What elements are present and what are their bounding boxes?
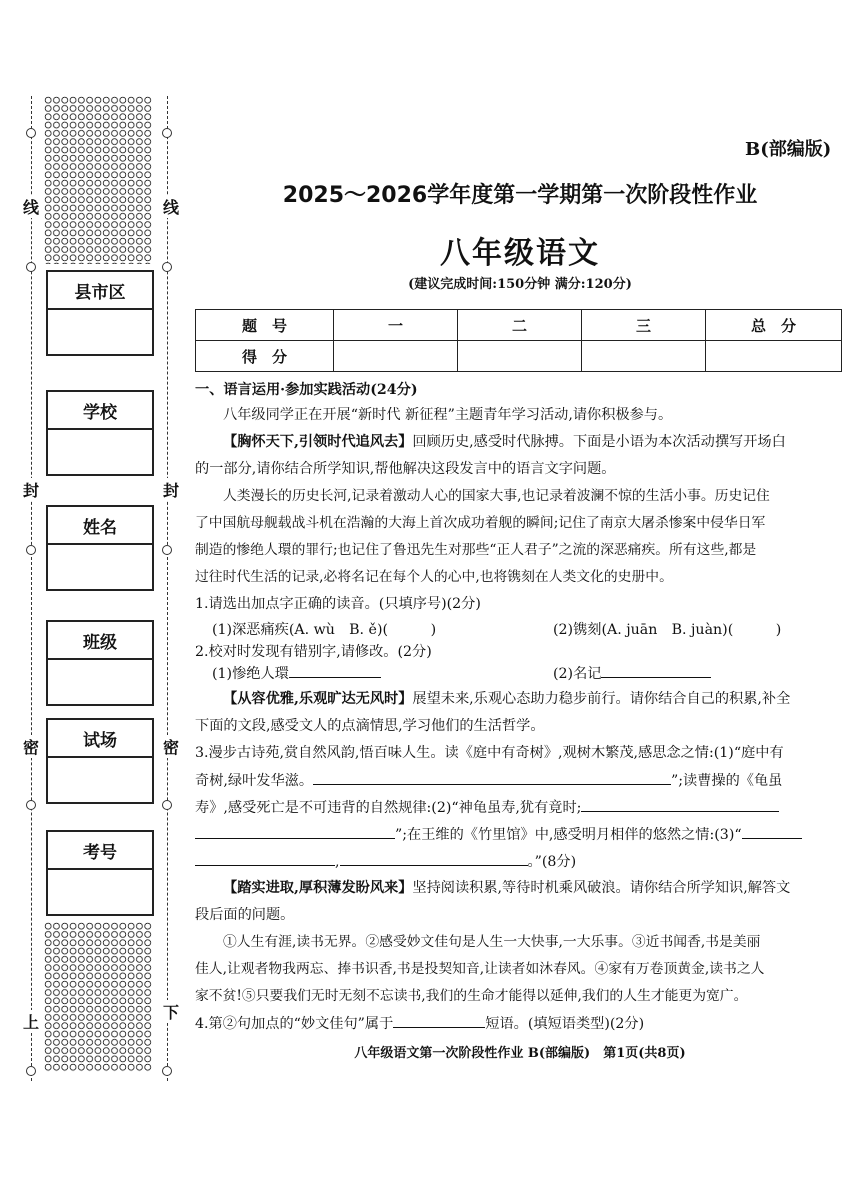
passage1-line: 制造的惨绝人環的罪行;也记住了鲁迅先生对那些“正人君子”之流的深恶痛疾。所有这些,都是	[195, 542, 757, 558]
question-2-part-1-text: (1)惨绝人環	[212, 666, 289, 682]
part1-line-1	[223, 432, 786, 452]
intro-text: 八年级同学正在开展“新时代 新征程”主题青年学习活动,请你积极参与。	[223, 407, 673, 423]
seal-char-right-1: 线	[160, 195, 182, 218]
seal-char-left-4: 上	[20, 1010, 42, 1033]
answer-blank[interactable]	[601, 663, 711, 678]
question-4-text: 短语。(填短语类型)(2分)	[485, 1016, 645, 1032]
school-field[interactable]	[48, 430, 152, 474]
question-2-part-1	[212, 663, 381, 684]
score-header-cell: 总 分	[706, 310, 842, 341]
score-cell[interactable]	[334, 341, 458, 372]
binding-line	[167, 96, 168, 1081]
seal-char-left-1: 线	[20, 195, 42, 218]
passage2-line: ①人生有涯,读书无界。②感受妙文佳句是人生一大快事,一大乐事。③近书闻香,书是美丽	[223, 934, 761, 950]
answer-blank[interactable]	[340, 851, 528, 866]
question-4	[195, 1013, 644, 1034]
seal-char-right-3: 密	[160, 735, 182, 758]
subject-title: 八年级语文	[440, 236, 600, 271]
time-note: (建议完成时间:150分钟 满分:120分)	[408, 277, 632, 292]
comma: ,	[335, 854, 340, 870]
question-1-part-1: (1)深恶痛疾(A. wù B. ě)( )	[212, 622, 437, 638]
name-field[interactable]	[48, 545, 152, 589]
score-header-row	[196, 310, 842, 341]
question-3-text: ”;读曹操的《龟虽	[671, 773, 783, 789]
name-box	[46, 505, 154, 591]
school-box	[46, 390, 154, 476]
question-3-line-5	[195, 851, 576, 872]
score-cell[interactable]	[706, 341, 842, 372]
class-field[interactable]	[48, 660, 152, 704]
question-3-line-3	[195, 797, 779, 818]
question-3-text: 。”(8分)	[527, 854, 577, 870]
binding-hole	[26, 262, 36, 272]
question-1-part-2: (2)镌刻(A. juān B. juàn)( )	[553, 622, 782, 638]
name-label: 姓名	[48, 507, 152, 545]
score-cell[interactable]	[582, 341, 706, 372]
score-header-cell: 三	[582, 310, 706, 341]
score-header-cell: 二	[458, 310, 582, 341]
dot-pattern-top	[44, 96, 152, 264]
question-2: 2.校对时发现有错别字,请修改。(2分)	[195, 644, 432, 660]
binding-hole	[162, 262, 172, 272]
binding-hole	[26, 800, 36, 810]
answer-blank[interactable]	[393, 1013, 485, 1028]
binding-hole	[162, 545, 172, 555]
binding-hole	[26, 128, 36, 138]
version-label: B(部编版)	[745, 139, 832, 160]
passage2-line: 佳人,让观者物我两忘、捧书识香,书是投契知音,让读者如沐春风。④家有万卷顶黄金,读书之人	[195, 961, 765, 977]
county-field[interactable]	[48, 310, 152, 354]
question-3-text: 奇树,绿叶发华滋。	[195, 773, 314, 789]
score-header-cell: 一	[334, 310, 458, 341]
passage1-line: 过往时代生活的记录,必将名记在每个人的心中,也将镌刻在人类文化的史册中。	[195, 569, 673, 585]
part1-line-2: 的一部分,请你结合所学知识,帮他解决这段发言中的语言文字问题。	[195, 461, 616, 477]
binding-hole	[162, 800, 172, 810]
cut-line	[31, 96, 32, 1081]
passage1-line: 人类漫长的历史长河,记录着激动人心的国家大事,也记录着波澜不惊的生活小事。历史记住	[223, 488, 770, 504]
passage1-line: 了中国航母舰载战斗机在浩瀚的大海上首次成功着舰的瞬间;记住了南京大屠杀惨案中侵华日军	[195, 515, 766, 531]
seal-char-right-4: 下	[160, 1000, 182, 1023]
page-title: 2025～2026学年度第一学期第一次阶段性作业	[282, 183, 758, 208]
part2-text: 展望未来,乐观心态助力稳步前行。请你结合自己的积累,补全	[412, 691, 791, 707]
page-footer: 八年级语文第一次阶段性作业 B(部编版) 第1页(共8页)	[354, 1046, 686, 1061]
question-1: 1.请选出加点字正确的读音。(只填序号)(2分)	[195, 596, 481, 612]
answer-blank[interactable]	[195, 824, 395, 839]
answer-blank[interactable]	[195, 851, 335, 866]
exam-number-label: 考号	[48, 832, 152, 870]
part3-title: 【踏实进取,厚积薄发盼风来】	[223, 880, 413, 896]
seal-char-left-3: 密	[20, 735, 42, 758]
binding-hole	[162, 1066, 172, 1076]
question-3-text: 寿》,感受死亡是不可违背的自然规律:(2)“神龟虽寿,犹有竟时;	[195, 800, 582, 816]
score-row-label: 得 分	[196, 341, 334, 372]
seal-char-right-2: 封	[160, 478, 182, 501]
answer-blank[interactable]	[313, 770, 671, 785]
part2-line-2: 下面的文段,感受文人的点滴情思,学习他们的生活哲学。	[195, 718, 545, 734]
school-label: 学校	[48, 392, 152, 430]
part2-title: 【从容优雅,乐观旷达无风时】	[223, 691, 413, 707]
question-3-line-1: 3.漫步古诗苑,赏自然风韵,悟百味人生。读《庭中有奇树》,观树木繁茂,感思念之情:(1)“庭中有	[195, 745, 784, 761]
question-2-part-2	[553, 663, 711, 684]
dot-pattern-bottom	[44, 922, 152, 1072]
answer-blank[interactable]	[289, 663, 381, 678]
class-box	[46, 620, 154, 706]
passage2-line: 家不贫!⑤只要我们无时无刻不忘读书,我们的生命才能得以延伸,我们的人生才能更为宽广。	[195, 988, 748, 1004]
binding-hole	[162, 128, 172, 138]
part1-title: 【胸怀天下,引领时代追风去】	[223, 434, 413, 450]
part2-line-1	[223, 689, 790, 709]
question-3-text: ”;在王维的《竹里馆》中,感受明月相伴的悠然之情:(3)“	[395, 827, 742, 843]
binding-hole	[26, 545, 36, 555]
exam-room-label: 试场	[48, 720, 152, 758]
part1-text: 回顾历史,感受时代脉搏。下面是小语为本次活动撰写开场白	[412, 434, 786, 450]
score-table	[195, 309, 842, 372]
exam-room-field[interactable]	[48, 758, 152, 802]
exam-number-field[interactable]	[48, 870, 152, 914]
part3-text: 坚持阅读积累,等待时机乘风破浪。请你结合所学知识,解答文	[412, 880, 791, 896]
answer-blank[interactable]	[581, 797, 779, 812]
answer-blank[interactable]	[742, 824, 802, 839]
question-2-part-2-text: (2)名记	[553, 666, 602, 682]
county-label: 县市区	[48, 272, 152, 310]
section-heading: 一、语言运用·参加实践活动(24分)	[195, 382, 418, 398]
county-box	[46, 270, 154, 356]
exam-room-box	[46, 718, 154, 804]
question-3-line-4	[195, 824, 802, 845]
score-cell[interactable]	[458, 341, 582, 372]
exam-number-box	[46, 830, 154, 916]
question-4-text: 4.第②句加点的“妙文佳句”属于	[195, 1016, 394, 1032]
part3-line-1	[223, 878, 790, 898]
class-label: 班级	[48, 622, 152, 660]
score-header-cell: 题 号	[196, 310, 334, 341]
question-3-line-2	[195, 770, 782, 791]
score-value-row	[196, 341, 842, 372]
seal-char-left-2: 封	[20, 478, 42, 501]
part3-line-2: 段后面的问题。	[195, 907, 295, 923]
binding-hole	[26, 1066, 36, 1076]
